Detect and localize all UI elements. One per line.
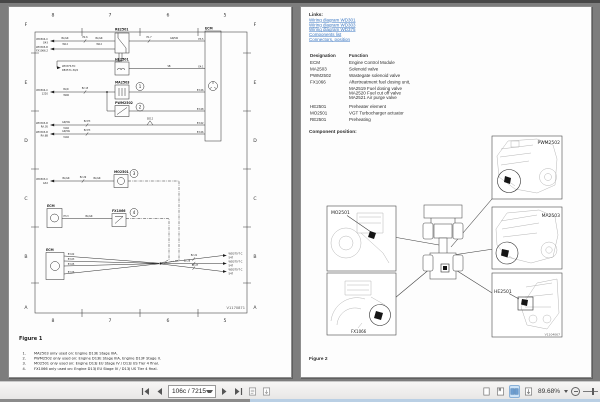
links-list [309, 18, 356, 42]
svg-text:V1104067: V1104067 [544, 332, 560, 337]
wire-branch-wd375 [57, 53, 122, 72]
svg-text:547: 547 [228, 264, 234, 268]
fit-page-button[interactable] [523, 385, 534, 398]
figure1-doc-code: V1170871 [226, 306, 245, 310]
figure2-caption: Figure 2 [309, 356, 328, 362]
link-wiring-diagram-wd301[interactable]: Wiring diagram WD301 [309, 17, 356, 23]
grid-row-labels-right [253, 22, 257, 311]
svg-text:SD12: SD12 [146, 117, 154, 121]
svg-text:SB: SB [167, 65, 171, 68]
svg-text:G43: G43 [42, 41, 48, 45]
svg-text:E: E [253, 81, 257, 86]
table-row: MO2501 VGT Turbocharger actuator [310, 110, 404, 116]
svg-text:B: B [24, 255, 28, 260]
table-row: MA2503 Solenoid valve [310, 66, 379, 72]
view-zoom-group [481, 382, 598, 400]
svg-text:C: C [24, 197, 28, 202]
zoom-percent-value: 89.68% [537, 387, 560, 395]
figure1-wiring-diagram [9, 7, 293, 379]
svg-text:BL/GR: BL/GR [61, 37, 69, 40]
svg-text:WD375-T C: WD375-T C [228, 268, 243, 272]
svg-text:E1.7: E1.7 [146, 36, 152, 40]
grid-column-labels-top [52, 13, 227, 19]
svg-text:WD303-D: WD303-D [36, 122, 48, 125]
svg-text:2.: 2. [22, 356, 26, 361]
wire-refs-right [223, 252, 243, 276]
svg-text:BL/R: BL/R [63, 88, 69, 91]
page-number-value: 106c / 7215 [172, 387, 206, 395]
zoom-slider-track[interactable] [583, 391, 598, 392]
svg-text:3: 3 [132, 171, 136, 176]
svg-text:HE2501: HE2501 [494, 290, 512, 295]
svg-text:WD375-T C: WD375-T C [228, 252, 243, 256]
svg-text:E2.E3: E2.E3 [83, 120, 91, 124]
svg-text:F: F [24, 23, 28, 28]
zoom-slider[interactable] [583, 387, 598, 396]
svg-text:8: 8 [51, 319, 55, 324]
previous-view-button[interactable] [247, 385, 258, 398]
svg-text:WD304-C: WD304-C [36, 89, 48, 92]
svg-text:E2.27: E2.27 [191, 264, 199, 268]
actuator-mo2501 [36, 170, 179, 264]
dosing-unit-fx1066 [112, 209, 169, 264]
svg-text:E3.3: E3.3 [63, 214, 69, 218]
svg-text:BL/GR: BL/GR [93, 177, 101, 181]
svg-text:FX1066 only used on: Engine D1: FX1066 only used on: Engine D13J EU Stage IV / D13J US Tier 4 final. [34, 366, 158, 371]
svg-text:1220: 1220 [41, 92, 48, 96]
svg-text:547: 547 [228, 256, 234, 260]
svg-text:E2.6: E2.6 [82, 36, 88, 40]
svg-text:MO2501: MO2501 [114, 169, 129, 174]
svg-text:E3.08: E3.08 [196, 108, 204, 112]
link-connectors-position[interactable]: Connectors, position [309, 36, 351, 42]
table-row: MA2519 Fuel dosing valve [349, 86, 403, 91]
grid-column-labels-bottom [52, 318, 227, 324]
svg-text:FX1066.2: FX1066.2 [36, 49, 48, 53]
svg-text:WD303-C: WD303-C [36, 178, 48, 182]
svg-text:RE2571.30/2: RE2571.30/2 [62, 69, 79, 72]
next-page-button[interactable] [219, 385, 230, 398]
svg-text:E2.28: E2.28 [183, 259, 191, 263]
grid-row-labels-left [24, 22, 28, 311]
svg-text:WD375-T C: WD375-T C [228, 260, 243, 264]
svg-text:RA.05: RA.05 [40, 125, 48, 129]
link-wiring-diagram-wd303[interactable]: Wiring diagram WD303 [309, 22, 356, 28]
svg-text:3906: 3906 [63, 93, 69, 97]
page-number-dropdown-icon[interactable] [206, 390, 213, 393]
svg-text:E3.05: E3.05 [67, 262, 75, 266]
svg-text:547: 547 [228, 272, 234, 276]
svg-text:E3.02: E3.02 [67, 252, 75, 256]
svg-text:E2.21: E2.21 [190, 254, 198, 257]
page-navigation-group [140, 382, 272, 400]
svg-text:5: 5 [223, 13, 227, 19]
solenoid-ma2503 [36, 81, 205, 111]
svg-text:C: C [253, 197, 257, 202]
svg-text:BL/GR: BL/GR [85, 215, 93, 218]
figure1-caption: Figure 1 [19, 336, 43, 342]
svg-text:E2.E3: E2.E3 [83, 129, 91, 133]
svg-text:A: A [24, 306, 28, 311]
page-left-wiring-diagram [8, 6, 292, 378]
svg-text:PWM2502 only used on: Engine D: PWM2502 only used on: Engine D13E Stage IIIA, Engine D13F Stage II. [34, 356, 161, 361]
svg-text:WD375-TO: WD375-TO [62, 65, 76, 69]
link-components-list[interactable]: Components list [309, 32, 342, 38]
svg-text:7: 7 [108, 13, 112, 19]
svg-text:RA.6B: RA.6B [40, 134, 48, 138]
svg-text:E3.5: E3.5 [198, 38, 204, 42]
svg-text:BL/GR: BL/GR [62, 177, 70, 181]
svg-text:MA2503 only used on: Engine D1: MA2503 only used on: Engine D13E Stage IIIA. [34, 351, 118, 356]
svg-text:E3.06: E3.06 [196, 89, 204, 93]
svg-text:RE2501: RE2501 [115, 27, 129, 32]
svg-text:7: 7 [108, 319, 112, 324]
svg-text:E3.03: E3.03 [67, 257, 75, 261]
table-header: Designation Function [310, 53, 368, 58]
table-row: RE2501 Preheating [310, 117, 371, 122]
first-page-button[interactable] [140, 385, 151, 398]
svg-text:E2.29: E2.29 [79, 176, 87, 180]
table-row: MA2521 Air purge valve [349, 95, 397, 100]
page-number-input[interactable] [168, 385, 216, 398]
ecm-control-unit [197, 27, 221, 142]
svg-text:HE2501: HE2501 [115, 57, 129, 62]
svg-text:1: 1 [138, 84, 142, 89]
links-heading: Links: [309, 12, 323, 18]
component-position-heading: Component position: [309, 129, 357, 135]
svg-text:E3.02: E3.02 [196, 122, 204, 126]
svg-text:F: F [253, 23, 257, 28]
svg-text:B: B [253, 255, 257, 260]
svg-text:FX1066: FX1066 [351, 329, 367, 334]
previous-page-button[interactable] [154, 385, 165, 398]
zoom-slider-handle[interactable] [592, 388, 594, 395]
svg-text:ECM: ECM [46, 248, 54, 252]
svg-text:E2.15: E2.15 [81, 87, 89, 91]
two-page-view-button[interactable] [509, 385, 520, 398]
svg-text:A: A [253, 306, 257, 311]
svg-text:GR/SW: GR/SW [62, 130, 70, 133]
table-row: PWM2502 Wastegate solenoid valve [310, 73, 401, 78]
page-right-component-info [300, 6, 592, 378]
relay-re2501 [115, 28, 129, 53]
svg-text:1.: 1. [22, 351, 26, 356]
wire-row-fx1066-2 [36, 42, 115, 53]
svg-text:E: E [24, 81, 28, 86]
preheater-he2501 [115, 53, 205, 75]
svg-text:WD304-C: WD304-C [36, 38, 48, 41]
link-wiring-diagram-wd375[interactable]: Wiring diagram WD375 [309, 27, 356, 33]
designation-function-table [309, 53, 519, 124]
table-row: HE2501 Preheater element [310, 104, 387, 109]
svg-text:MO2501: MO2501 [331, 211, 350, 216]
svg-text:3.: 3. [22, 361, 26, 366]
svg-text:MA2503: MA2503 [541, 214, 560, 219]
svg-text:3912: 3912 [96, 42, 102, 46]
svg-text:ECM: ECM [47, 204, 55, 208]
solenoid-pwm2502 [115, 101, 205, 117]
svg-text:PWM2502: PWM2502 [115, 101, 133, 105]
zoom-dropdown-icon[interactable] [564, 390, 568, 393]
svg-text:E4.1: E4.1 [198, 65, 204, 69]
svg-text:WD303-D: WD303-D [36, 46, 48, 49]
svg-text:GN/SW: GN/SW [169, 37, 179, 40]
table-row: ECM Engine Control Module [310, 60, 395, 65]
svg-text:E3.06: E3.06 [196, 131, 204, 135]
svg-text:WD303-D: WD303-D [36, 131, 48, 134]
table-row: MA2520 Fuel cut off valve [349, 90, 401, 96]
svg-text:4: 4 [132, 210, 136, 215]
svg-text:D: D [24, 139, 28, 144]
svg-text:3146: 3146 [63, 126, 69, 130]
svg-text:3146: 3146 [63, 135, 69, 139]
next-view-button[interactable] [261, 385, 272, 398]
svg-text:BL/GR: BL/GR [95, 37, 103, 40]
table-row: FX1066 Aftertreatment fuel dosing unit, [310, 79, 411, 85]
svg-text:3912: 3912 [62, 42, 68, 46]
svg-text:MO2501 only used on: Engine D1: MO2501 only used on: Engine D13J EU Stage IV / D13J US Tier 4 final. [34, 361, 159, 366]
ecm-power-block [46, 248, 223, 280]
svg-text:2: 2 [138, 104, 142, 110]
svg-text:5: 5 [223, 319, 227, 324]
figure1-notes [23, 352, 161, 371]
svg-text:8: 8 [51, 13, 55, 19]
bookmarks-panel-button[interactable] [495, 385, 506, 398]
svg-text:D: D [253, 139, 257, 144]
last-page-button[interactable] [233, 385, 244, 398]
svg-text:6: 6 [166, 13, 170, 19]
svg-text:6: 6 [166, 319, 170, 324]
svg-text:4.: 4. [22, 366, 26, 371]
svg-text:E3.06: E3.06 [67, 270, 75, 274]
ecm-connector-small [47, 204, 112, 228]
right-page-text [309, 11, 593, 381]
document-canvas[interactable] [0, 3, 600, 381]
svg-text:ECM: ECM [205, 26, 213, 31]
svg-text:G32: G32 [42, 181, 48, 185]
zoom-out-button[interactable] [571, 387, 580, 396]
svg-text:GR/SW: GR/SW [62, 121, 70, 124]
svg-text:PWM2502: PWM2502 [537, 141, 560, 146]
svg-text:FX1066: FX1066 [112, 209, 126, 213]
single-page-view-button[interactable] [481, 385, 492, 398]
viewer-toolbar [0, 381, 600, 399]
svg-text:MA2503: MA2503 [115, 80, 130, 85]
diagram-frame [35, 32, 247, 313]
